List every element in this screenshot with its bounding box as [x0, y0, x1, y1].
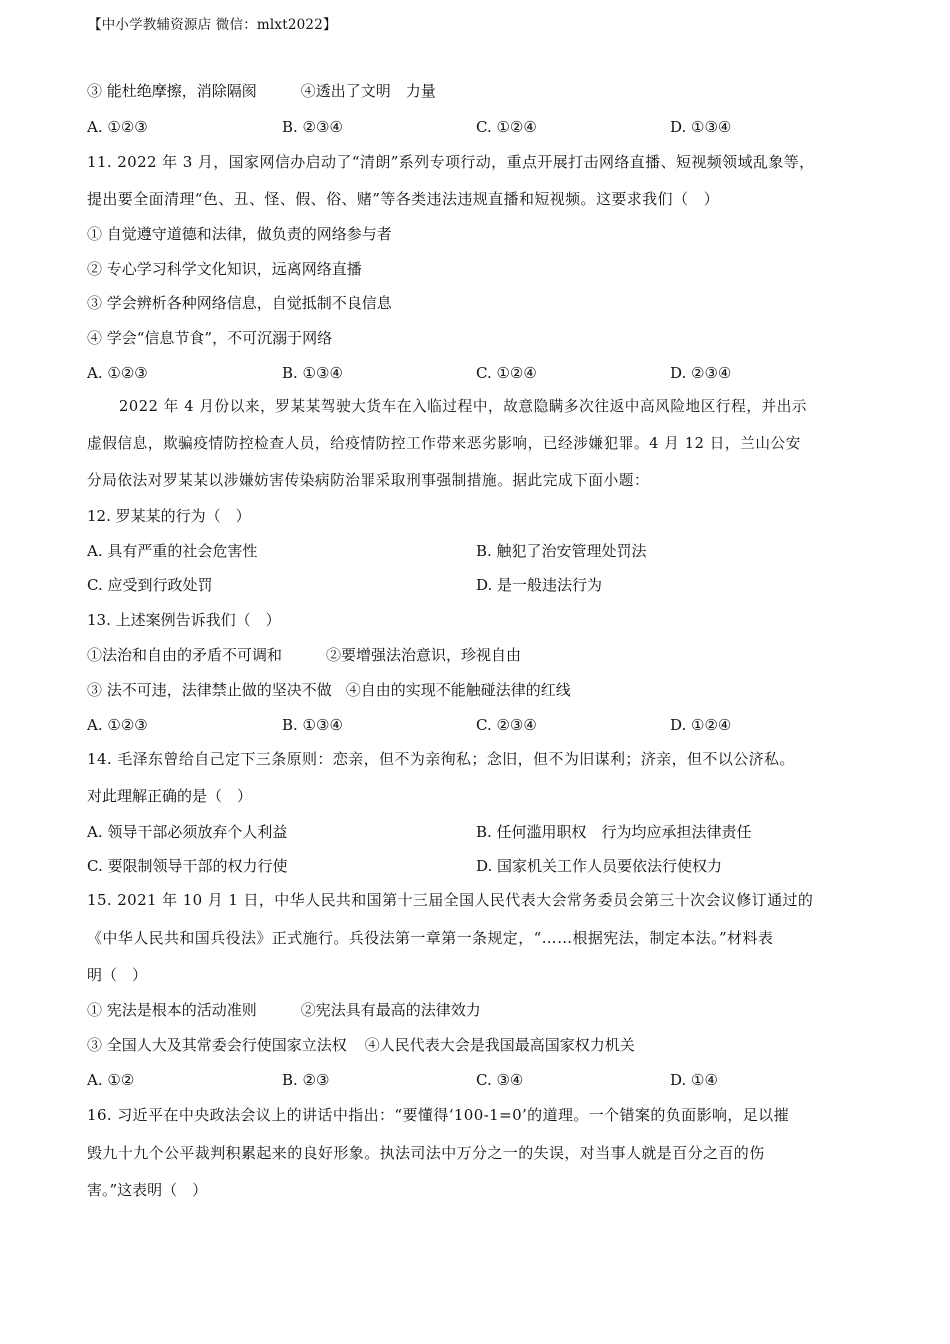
page-header-watermark: 【中小学教辅资源店 微信：mlxt2022】 — [88, 17, 337, 33]
q13-option-d[interactable]: D. ①②④ — [670, 716, 732, 734]
q11-option-d[interactable]: D. ②③④ — [670, 364, 732, 382]
q10-option-a[interactable]: A. ①②③ — [87, 118, 148, 136]
q14-option-a[interactable]: A. 领导干部必须放弃个人利益 — [87, 823, 288, 841]
q16-stem-line-1: 16. 习近平在中央政法会议上的讲话中指出：“要懂得‘100-1=0’的道理。一个错案的负面影响，足以摧 — [87, 1106, 789, 1124]
q14-option-c[interactable]: C. 要限制领导干部的权力行使 — [87, 857, 288, 875]
q10-option-b[interactable]: B. ②③④ — [282, 118, 343, 136]
q10-statement-3: ③ 能杜绝摩擦，消除隔阂 — [87, 82, 257, 100]
q13-statement-2: ②要增强法治意识，珍视自由 — [326, 646, 522, 664]
q11-option-b[interactable]: B. ①③④ — [282, 364, 343, 382]
q14-option-d[interactable]: D. 国家机关工作人员要依法行使权力 — [476, 857, 723, 875]
q15-statement-3: ③ 全国人大及其常委会行使国家立法权 — [87, 1036, 347, 1054]
q15-statement-4: ④人民代表大会是我国最高国家权力机关 — [364, 1036, 635, 1054]
q11-statement-2: ② 专心学习科学文化知识，远离网络直播 — [87, 260, 362, 278]
q14-stem-line-1: 14. 毛泽东曾给自己定下三条原则：恋亲，但不为亲徇私；念旧，但不为旧谋利；济亲，但不以公济私。 — [87, 750, 795, 768]
q15-option-d[interactable]: D. ①④ — [670, 1071, 718, 1089]
q14-stem-line-2: 对此理解正确的是（ ） — [87, 787, 253, 805]
q11-option-c[interactable]: C. ①②④ — [476, 364, 537, 382]
q15-option-c[interactable]: C. ③④ — [476, 1071, 524, 1089]
q11-statement-4: ④ 学会“信息节食”，不可沉溺于网络 — [87, 329, 333, 347]
passage-line-2: 虚假信息，欺骗疫情防控检查人员，给疫情防控工作带来恶劣影响，已经涉嫌犯罪。4 月 12 日，兰山公安 — [87, 435, 801, 452]
q10-option-c[interactable]: C. ①②④ — [476, 118, 537, 136]
passage-line-1: 2022 年 4 月份以来，罗某某驾驶大货车在入临过程中，故意隐瞒多次往返中高风险地区行程，并出示 — [119, 398, 808, 415]
q15-statements-3-4 — [87, 1035, 862, 1055]
q16-stem-line-3: 害。”这表明（ ） — [87, 1181, 208, 1199]
q13-statement-3: ③ 法不可违，法律禁止做的坚决不做 — [87, 681, 332, 699]
q13-option-c[interactable]: C. ②③④ — [476, 716, 537, 734]
q15-statement-1: ① 宪法是根本的活动准则 — [87, 1001, 257, 1019]
q10-option-d[interactable]: D. ①③④ — [670, 118, 732, 136]
q12-option-d[interactable]: D. 是一般违法行为 — [476, 576, 603, 594]
q11-option-a[interactable]: A. ①②③ — [87, 364, 148, 382]
q13-statements-3-4 — [87, 680, 862, 700]
q15-statements-1-2 — [87, 1000, 862, 1020]
q15-stem-line-1: 15. 2021 年 10 月 1 日，中华人民共和国第十三届全国人民代表大会常务委员会第三十次会议修订通过的 — [87, 891, 814, 909]
q11-stem-line-2: 提出要全面清理“色、丑、怪、假、俗、赌”等各类违法违规直播和短视频。这要求我们（ ） — [87, 190, 720, 208]
q15-option-a[interactable]: A. ①② — [87, 1071, 135, 1089]
q13-stem: 13. 上述案例告诉我们（ ） — [87, 611, 281, 629]
q13-option-a[interactable]: A. ①②③ — [87, 716, 148, 734]
q12-option-c[interactable]: C. 应受到行政处罚 — [87, 576, 213, 594]
q12-option-b[interactable]: B. 触犯了治安管理处罚法 — [476, 542, 647, 560]
q15-option-b[interactable]: B. ②③ — [282, 1071, 330, 1089]
q13-statements-1-2 — [87, 645, 862, 665]
q16-stem-line-2: 毁九十九个公平裁判积累起来的良好形象。执法司法中万分之一的失误，对当事人就是百分之百的伤 — [87, 1144, 765, 1162]
q15-statement-2: ②宪法具有最高的法律效力 — [300, 1001, 481, 1019]
q12-stem: 12. 罗某某的行为（ ） — [87, 507, 251, 525]
q15-stem-line-3: 明（ ） — [87, 966, 148, 984]
q11-statement-1: ① 自觉遵守道德和法律，做负责的网络参与者 — [87, 225, 392, 243]
q10-statement-4: ④透出了文明 力量 — [300, 82, 436, 100]
q12-option-a[interactable]: A. 具有严重的社会危害性 — [87, 542, 258, 560]
q14-option-b[interactable]: B. 任何滥用职权 行为均应承担法律责任 — [476, 823, 752, 841]
q11-stem-line-1: 11. 2022 年 3 月，国家网信办启动了“清朗”系列专项行动，重点开展打击网络直播、短视频领域乱象等， — [87, 153, 815, 171]
passage-line-3: 分局依法对罗某某以涉嫌妨害传染病防治罪采取刑事强制措施。据此完成下面小题： — [87, 472, 650, 489]
q10-statements-3-4 — [87, 81, 862, 101]
q15-stem-line-2: 《中华人民共和国兵役法》正式施行。兵役法第一章第一条规定，“……根据宪法，制定本法。”材料表 — [87, 929, 774, 947]
q13-option-b[interactable]: B. ①③④ — [282, 716, 343, 734]
q11-statement-3: ③ 学会辨析各种网络信息，自觉抵制不良信息 — [87, 294, 392, 312]
q13-statement-1: ①法治和自由的矛盾不可调和 — [87, 646, 283, 664]
q13-statement-4: ④自由的实现不能触碰法律的红线 — [345, 681, 571, 699]
